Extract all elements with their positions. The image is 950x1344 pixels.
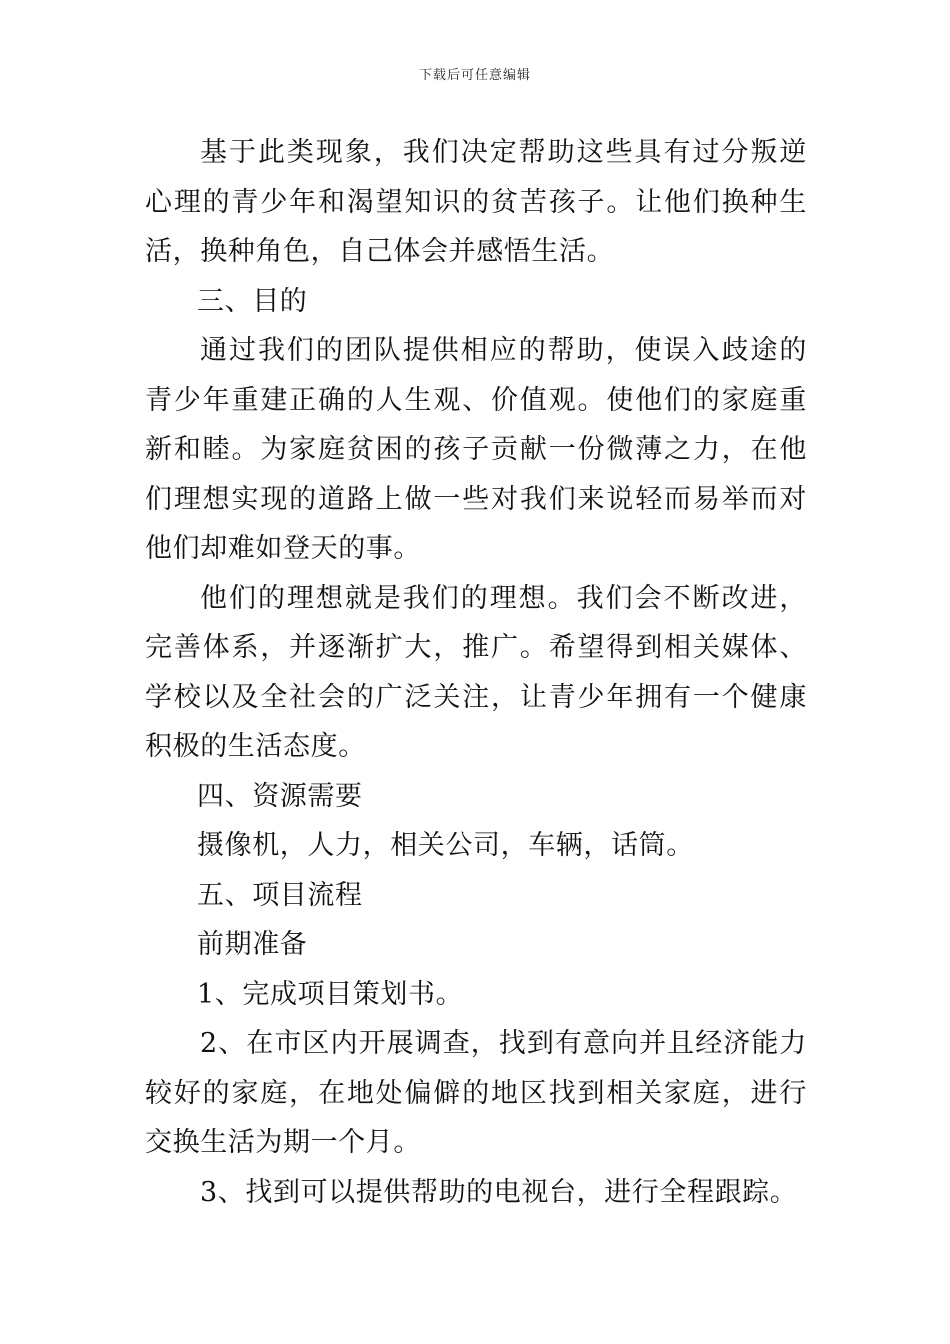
subheading-preparation: 前期准备 [197,929,308,960]
section-heading-process: 五、项目流程 [197,879,363,911]
page-header-note: 下载后可任意编辑 [418,68,531,83]
paragraph-purpose: 通过我们的团队提供相应的帮助，使误入歧途的青少年重建正确的人生观、价值观。使他们的家庭重新和睦。为家庭贫困的孩子贡献一份微薄之力，在他们理想实现的道路上做一些对我们来说轻而易举而对他们却难如登天的事。 [145,335,807,564]
document-body [145,128,807,1217]
list-item-1: 1、完成项目策划书。 [197,978,464,1010]
section-heading-resources: 四、资源需要 [197,780,363,812]
paragraph-resources-list: 摄像机，人力，相关公司，车辆，话筒。 [197,830,694,861]
paragraph-background: 基于此类现象，我们决定帮助这些具有过分叛逆心理的青少年和渴望知识的贫苦孩子。让他们换种生活，换种角色，自己体会并感悟生活。 [145,137,807,267]
list-item-3: 3、找到可以提供帮助的电视台，进行全程跟踪。 [200,1176,798,1208]
paragraph-vision: 他们的理想就是我们的理想。我们会不断改进，完善体系，并逐渐扩大，推广。希望得到相关媒体、学校以及全社会的广泛关注，让青少年拥有一个健康积极的生活态度。 [145,582,807,762]
section-heading-purpose: 三、目的 [197,285,308,317]
list-item-2: 2、在市区内开展调查，找到有意向并且经济能力较好的家庭，在地处偏僻的地区找到相关家庭，进行交换生活为期一个月。 [145,1028,807,1158]
